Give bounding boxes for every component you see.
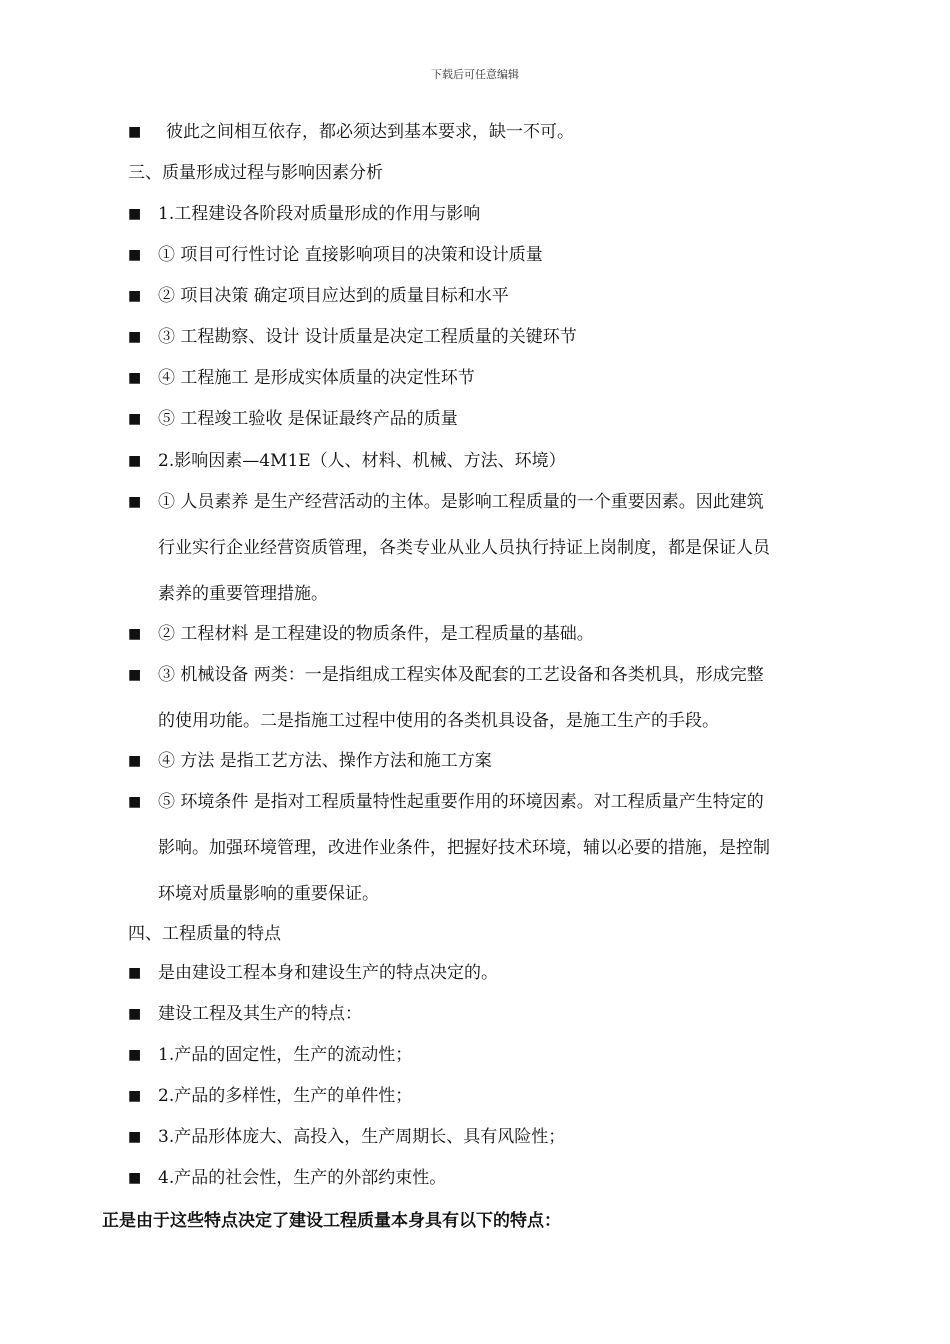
square-bullet-icon — [128, 1166, 142, 1180]
square-bullet-icon — [128, 366, 142, 380]
square-bullet-icon — [128, 284, 142, 298]
page-header: 下载后可任意编辑 — [431, 68, 519, 81]
square-bullet-icon — [128, 407, 142, 421]
square-bullet-icon — [128, 1002, 142, 1016]
square-bullet-icon — [128, 622, 142, 636]
square-bullet-icon — [128, 1125, 142, 1139]
square-bullet-icon — [128, 243, 142, 257]
square-bullet-icon — [128, 325, 142, 339]
square-bullet-icon — [128, 120, 142, 134]
square-bullet-icon — [128, 202, 142, 216]
square-bullet-icon — [128, 1084, 142, 1098]
square-bullet-icon — [128, 449, 142, 463]
square-bullet-icon — [128, 663, 142, 677]
square-bullet-icon — [128, 961, 142, 975]
square-bullet-icon — [128, 749, 142, 763]
square-bullet-icon — [128, 490, 142, 504]
square-bullet-icon — [128, 790, 142, 804]
square-bullet-icon — [128, 1043, 142, 1057]
